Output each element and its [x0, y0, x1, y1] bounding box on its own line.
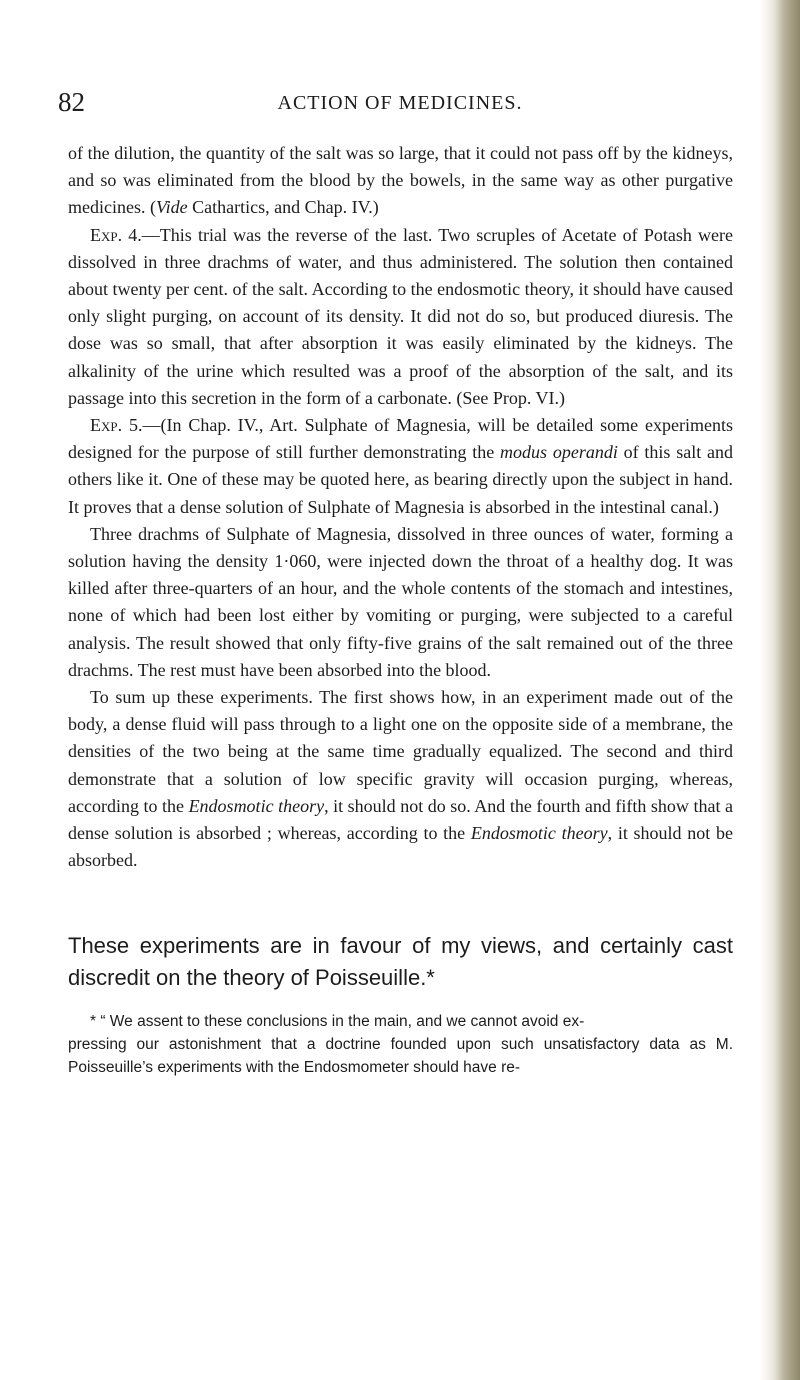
paragraph-exp-4 — [68, 222, 733, 412]
experiment-label: Exp. 5. — [90, 415, 143, 436]
theory-term: Endosmotic theory — [188, 795, 325, 816]
paragraph-text: , it should not be absorbed. — [68, 823, 733, 871]
page-header — [0, 86, 800, 118]
page-number: 82 — [58, 87, 85, 117]
paragraph-text: —This trial was the reverse of the last. Two scruples of Acetate of Potash were dissolved in three drachms of water, and thus administered. The solution then contained about twenty per cent. of the salt. According to the endosmotic theory, it should have caused only slight purging, on account of its density. It did not do so, but produced diuresis. The dose was so small, that after absorption it was easily eliminated by the kidneys. The alkalinity of the urine which resulted was a proof of the absorption of the salt, and its passage into this secretion in the form of a carbonate. (See Prop. VI.) — [68, 224, 733, 408]
paragraph-text: To sum up these experiments. The first shows how, in an experiment made out of the body, a dense fluid will pass through to a light one on the opposite side of a membrane, the densities of the two being at the same time gradually equalized. The second and third demonstrate that a solution of low specific gravity will occasion purging, whereas, according to the — [68, 687, 733, 816]
paragraph-summary — [68, 684, 733, 874]
vide-reference: Vide — [155, 197, 188, 218]
paragraph-magnesia-trial: Three drachms of Sulphate of Magnesia, dissolved in three ounces of water, forming a solution having the density 1·060, were injected down the throat of a healthy dog. It was killed after three-quarters of an hour, and the whole contents of the stomach and intestines, none of which had been lost either by vomiting or purging, were subjected to a careful analysis. The result showed that only fifty-five grains of the salt remained out of the three drachms. The rest must have been absorbed into the blood. — [68, 523, 733, 680]
footnote-first-line: * “ We assent to these conclusions in the main, and we cannot avoid ex- — [90, 1013, 585, 1030]
paragraph-text: of the dilution, the quantity of the salt was so large, that it could not pass off by the kidneys, and so was eliminated from the blood by the bowels, in the same way as other purgative medicines. ( — [68, 143, 733, 218]
paragraph-text: of this salt and others like it. One of these may be quoted here, as bearing directly upon the subject in hand. It proves that a dense solution of Sulphate of Magnesia is absorbed in the intestinal canal.) — [68, 442, 733, 517]
page-edge-shadow — [760, 0, 800, 1380]
conclusion-statement: These experiments are in favour of my views, and certainly cast discredit on the theory of Poisseuille.* — [68, 933, 733, 990]
paragraph-text: Cathartics, and Chap. IV.) — [187, 197, 379, 218]
modus-operandi-term: modus operandi — [500, 442, 618, 463]
paragraph-exp-5 — [68, 412, 733, 521]
paragraph-continuation — [68, 140, 733, 222]
paragraph-text: —(In Chap. IV., Art. Sulphate of Magnesia, will be detailed some experiments designed for the purpose of still further demonstrating the — [68, 415, 733, 463]
experiment-label: Exp. 4. — [90, 224, 142, 245]
running-title: ACTION OF MEDICINES. — [277, 92, 523, 114]
footnote — [68, 1010, 733, 1079]
body-text — [68, 140, 733, 874]
paragraph-text: , it should not do so. And the fourth and fifth show that a dense solution is absorbed ; whereas, according to the — [68, 795, 733, 844]
footnote-continuation: pressing our astonishment that a doctrine founded upon such unsatisfactory data as M. Poisseuille’s experiments with the Endosmometer should have re- — [68, 1036, 733, 1076]
theory-term: Endosmotic theory — [470, 823, 608, 844]
